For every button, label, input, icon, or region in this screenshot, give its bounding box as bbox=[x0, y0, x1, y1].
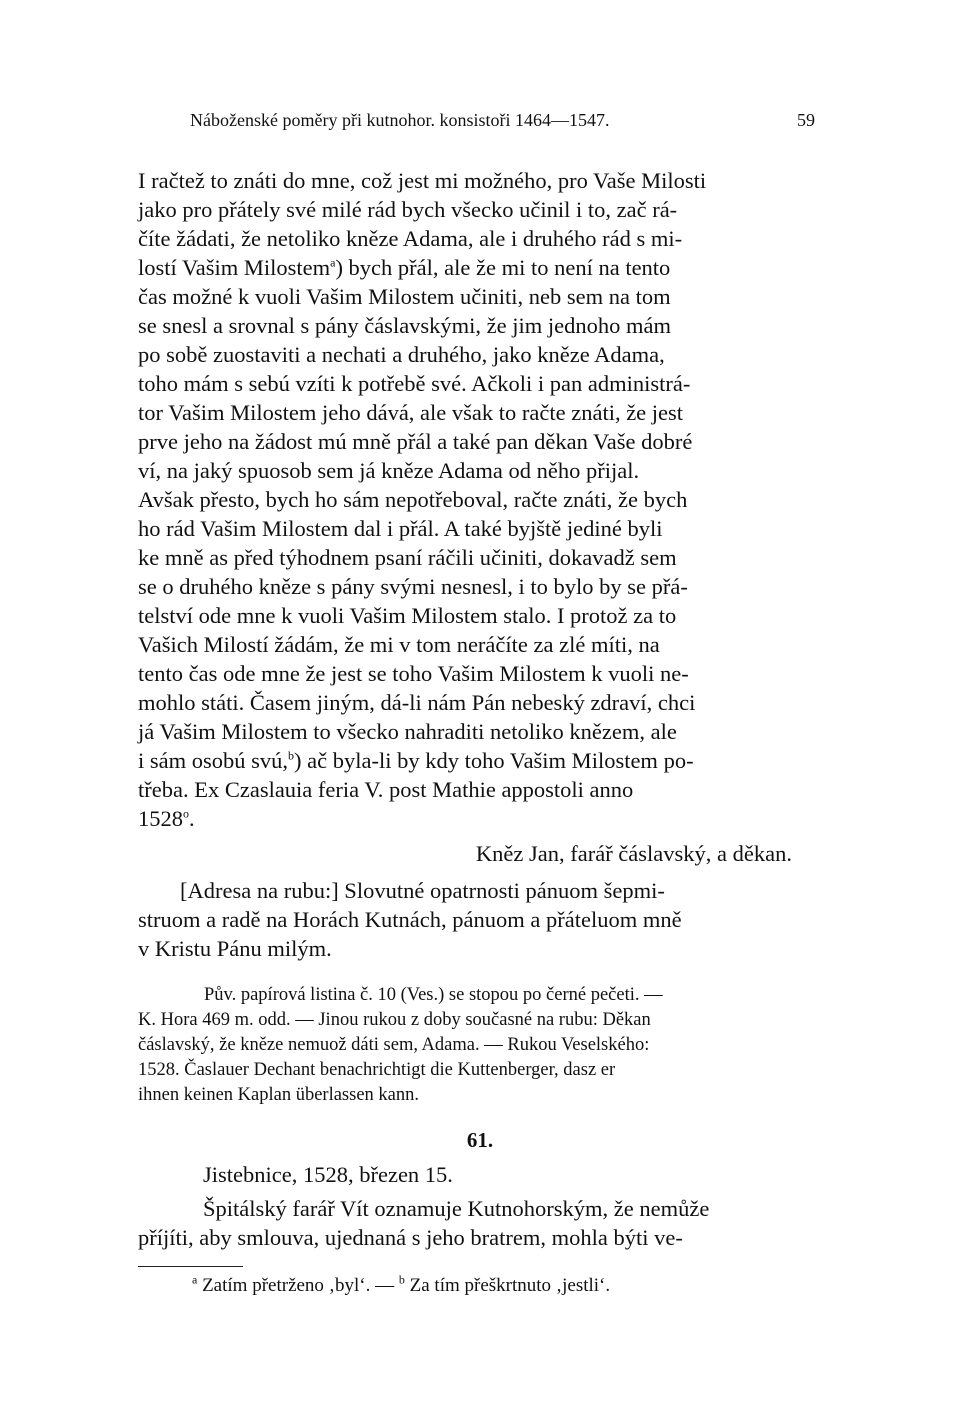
letter-line: se snesl a srovnal s pány čáslavskými, že jim jednoho mám bbox=[138, 313, 672, 338]
letter-text: . bbox=[189, 806, 195, 831]
letter-text: ) bych přál, ale že mi to není na tento bbox=[335, 255, 671, 280]
letter-line bbox=[138, 257, 670, 280]
footnote-a-text: Zatím přetrženo ‚byl‘. bbox=[202, 1275, 371, 1296]
letter-line: jako pro přátely své milé rád bych všecko učinil i to, zač rá- bbox=[138, 197, 678, 222]
note-line: 1528. Časlauer Dechant benachrichtigt die Kuttenberger, dasz er bbox=[138, 1060, 616, 1080]
document-number: 61. bbox=[466, 1128, 494, 1152]
letter-line: číte žádati, že netoliko kněze Adama, ale i druhého rád s mi- bbox=[138, 226, 683, 251]
letter-line: třeba. Ex Czaslauia feria V. post Mathie appostoli anno bbox=[138, 777, 634, 802]
footnotes bbox=[192, 1272, 611, 1297]
document-summary-line: Špitálský farář Vít oznamuje Kutnohorským, že nemůže bbox=[203, 1196, 710, 1221]
letter-line: mohlo státi. Časem jiným, dá-li nám Pán nebeský zdraví, chci bbox=[138, 690, 696, 715]
footnote-mark-b: b bbox=[398, 1272, 405, 1287]
document-place-date: Jistebnice, 1528, březen 15. bbox=[203, 1162, 453, 1187]
letter-text: i sám osobú svú, bbox=[138, 748, 289, 773]
letter-line: I račtež to znáti do mne, což jest mi možného, pro Vaše Milosti bbox=[138, 168, 707, 193]
footnote-ref-a: a bbox=[330, 255, 336, 270]
note-line: Pův. papírová listina č. 10 (Ves.) se stopou po černé pečeti. — bbox=[204, 985, 663, 1005]
letter-line: Avšak přesto, bych ho sám nepotřeboval, račte znáti, že bych bbox=[138, 487, 688, 512]
document-summary-line: příjíti, aby smlouva, ujednaná s jeho bratrem, mohla býti ve- bbox=[138, 1225, 683, 1250]
address-line: struom a radě na Horách Kutnách, pánuom a přáteluom mně bbox=[138, 907, 682, 932]
letter-line: Vašich Milostí žádám, že mi v tom neráčíte za zlé míti, na bbox=[138, 632, 660, 657]
footnote-separator: — bbox=[375, 1275, 395, 1296]
letter-line: ví, na jaký spuosob sem já kněze Adama od něho přijal. bbox=[138, 458, 640, 483]
address-line: [Adresa na rubu:] Slovutné opatrnosti pánuom šepmi- bbox=[180, 878, 665, 903]
letter-line: se o druhého kněze s pány svými nesnesl, i to bylo by se přá- bbox=[138, 574, 688, 599]
note-line: čáslavský, že kněze nemuož dáti sem, Adama. — Rukou Veselského: bbox=[138, 1035, 650, 1055]
letter-line bbox=[138, 750, 694, 773]
footnote-rule bbox=[138, 1266, 243, 1267]
address-line: v Kristu Pánu milým. bbox=[138, 936, 332, 961]
header-title: Náboženské poměry při kutnohor. konsistoři 1464—1547. bbox=[190, 110, 610, 130]
letter-line: prve jeho na žádost mú mně přál a také pan děkan Vaše dobré bbox=[138, 429, 693, 454]
page-number: 59 bbox=[797, 110, 815, 130]
letter-line: ke mně as před týhodnem psaní ráčili učiniti, dokavadž sem bbox=[138, 545, 677, 570]
letter-line: toho mám s sebú vzíti k potřebě své. Ačkoli i pan administrá- bbox=[138, 371, 691, 396]
footnote-mark-a: a bbox=[192, 1272, 198, 1287]
footnote-ref-b: b bbox=[288, 748, 295, 763]
letter-text: ) ač byla-li by kdy toho Vašim Milostem po- bbox=[294, 748, 694, 773]
letter-line: tento čas ode mne že jest se toho Vašim Milostem k vuoli ne- bbox=[138, 661, 689, 686]
letter-line: čas možné k vuoli Vašim Milostem učiniti, neb sem na tom bbox=[138, 284, 671, 309]
letter-line: já Vašim Milostem to všecko nahraditi netoliko knězem, ale bbox=[138, 719, 677, 744]
signature: Kněz Jan, farář čáslavský, a děkan. bbox=[475, 841, 792, 866]
footnote-b-text: Za tím přeškrtnuto ‚jestli‘. bbox=[409, 1275, 611, 1296]
letter-line: tor Vašim Milostem jeho dává, ale však to račte znáti, že jest bbox=[138, 400, 684, 425]
note-line: ihnen keinen Kaplan überlassen kann. bbox=[138, 1085, 420, 1105]
letter-year: 1528 bbox=[138, 806, 183, 831]
letter-line: po sobě zuostaviti a nechati a druhého, jako kněze Adama, bbox=[138, 342, 665, 367]
letter-text: lostí Vašim Milostem bbox=[138, 255, 331, 280]
letter-line: ho rád Vašim Milostem dal i přál. A také byjště jediné byli bbox=[138, 516, 663, 541]
year-superscript: o bbox=[183, 806, 189, 821]
note-line: K. Hora 469 m. odd. — Jinou rukou z doby současné na rubu: Děkan bbox=[138, 1010, 651, 1030]
letter-line bbox=[138, 808, 195, 831]
letter-line: telství ode mne k vuoli Vašim Milostem stalo. I protož za to bbox=[138, 603, 677, 628]
